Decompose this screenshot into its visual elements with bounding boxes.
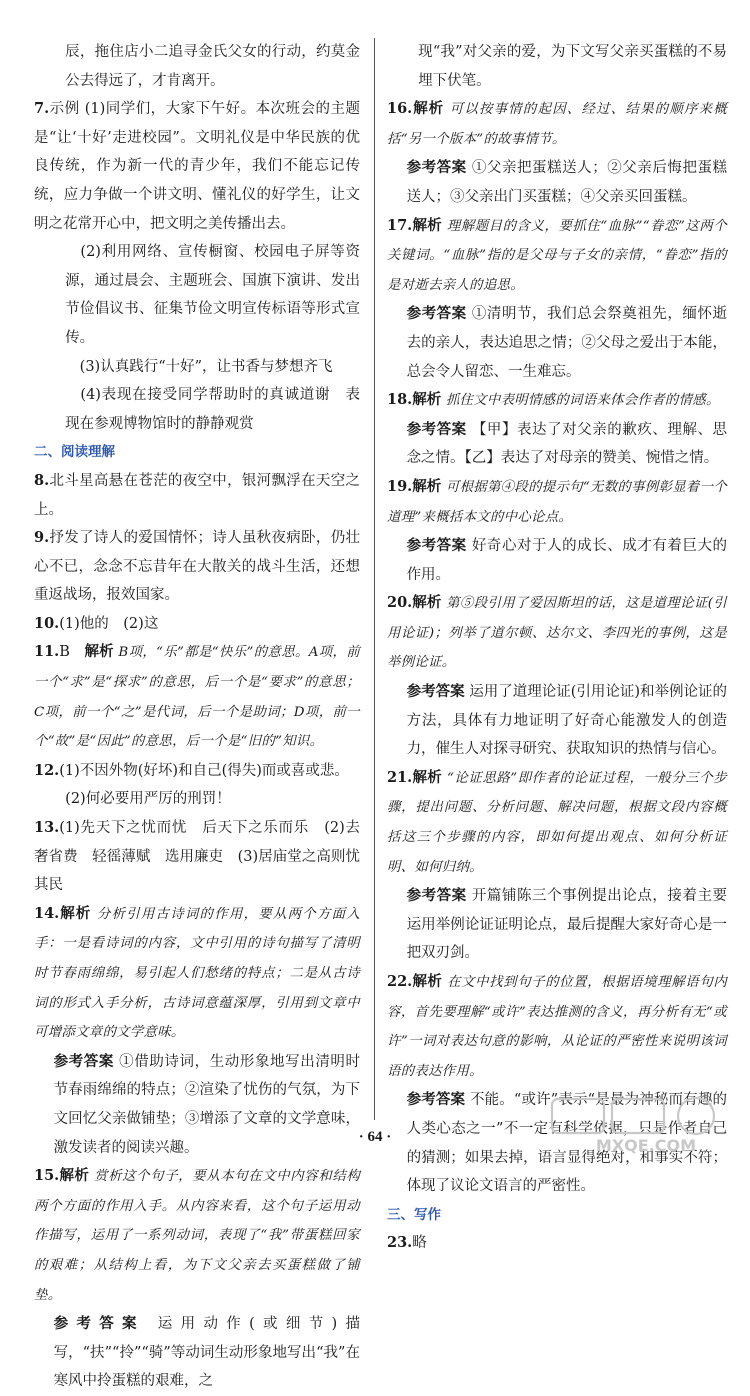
text-paragraph — [387, 95, 727, 154]
answer-text: (3)认真践行“十好”，让书香与梦想齐飞 — [65, 358, 333, 375]
column-divider — [374, 38, 375, 1120]
answer-text: 现“我”对父亲的爱，为下文写父亲买蛋糕的不易埋下伏笔。 — [418, 44, 727, 89]
answer-label: 解析 — [412, 594, 442, 612]
answer-text: 辰，拖住店小二追寻金氏父女的行动，约莫金公去得远了，才肯离开。 — [65, 44, 360, 89]
text-paragraph — [387, 473, 727, 532]
page-number: · 64 · — [358, 1129, 392, 1145]
answer-label: 解析 — [59, 1167, 90, 1185]
question-number: 21. — [387, 768, 413, 786]
answer-label: 解析 — [412, 477, 442, 495]
text-paragraph — [387, 589, 727, 678]
question-number: 15. — [34, 1167, 60, 1185]
answer-label: 解析 — [59, 904, 92, 922]
analysis-text: 第⑤段引用了爱因斯坦的话，这是道理论证(引用论证)；列举了道尔顿、达尔文、李四光的事例，这是举例论证。 — [387, 596, 728, 671]
answer-label: 解析 — [412, 973, 443, 990]
question-number: 18. — [387, 391, 413, 409]
watermark-logo — [546, 1095, 746, 1157]
question-number: 11. — [34, 643, 60, 661]
text-paragraph — [34, 1310, 360, 1396]
question-number: 12. — [34, 761, 60, 779]
answer-label: 解析 — [412, 391, 442, 409]
text-paragraph — [34, 524, 360, 610]
question-number: 19. — [387, 477, 413, 495]
answer-text: ①借助诗词，生动形象地写出清明时节春雨绵绵的特点；②渲染了忧伤的气氛，为下文回忆父亲做铺垫；③增添了文章的文学意味，激发读者的阅读兴趣。 — [53, 1053, 361, 1156]
answer-text: 示例 (1)同学们，大家下午好。本次班会的主题是“让‘十好’走进校园”。文明礼仪是中华民族的优良传统，作为新一代的青少年，我们不能忘记传统，应力争做一个讲文明、懂礼仪的好学生，让文明之花常开心中，把文明之美传播出去。 — [34, 101, 360, 232]
answer-text: 开篇铺陈三个事例提出论点，接着主要运用举例论证证明论点，最后提醒大家好奇心是一把双刃剑。 — [406, 888, 728, 962]
answer-label: 参考答案 — [406, 887, 467, 905]
question-number: 13. — [34, 819, 60, 837]
text-paragraph — [34, 757, 360, 786]
answer-label: 解析 — [412, 100, 445, 118]
answer-label: 解析 — [412, 768, 443, 786]
analysis-text: B项，“乐”都是“快乐”的意思。A项，前一个“求”是“探求”的意思，后一个是“要求”的意思；C项，前一个“之”是代词，后一个是助词；D项，前一个“故”是“因此”的意思，后一个是“旧的”知识。 — [34, 645, 361, 750]
answer-label: 参考答案 — [53, 1315, 145, 1333]
text-paragraph — [387, 212, 727, 301]
text-paragraph — [387, 882, 727, 968]
question-number: 20. — [387, 594, 413, 612]
text-paragraph — [387, 154, 727, 211]
answer-label: 解析 — [412, 216, 443, 234]
answer-label: 参考答案 — [53, 1052, 114, 1070]
answer-text: 好奇心对于人的成长、成才有着巨大的作用。 — [406, 538, 728, 583]
question-number: 22. — [387, 973, 413, 990]
question-number: 7. — [34, 100, 50, 118]
answer-text: (1)他的 (2)这 — [59, 615, 159, 632]
watermark-url: MXQE.COM — [595, 1136, 697, 1155]
text-paragraph — [34, 95, 360, 238]
answer-label: 参考答案 — [406, 1091, 466, 1109]
answer-text: (2)何必要用严厉的刑罚！ — [65, 791, 231, 808]
text-paragraph — [387, 678, 727, 764]
answer-text: (1)先天下之忧而忧 后天下之乐而乐 (2)去奢省费 轻徭薄赋 选用廉吏 (3)居庙堂之高则忧其民 — [34, 820, 360, 894]
text-paragraph — [387, 38, 727, 95]
answer-label: 参考答案 — [406, 159, 467, 177]
question-number: 10. — [34, 614, 60, 632]
analysis-text: 分析引用古诗词的作用，要从两个方面入手：一是看诗词的内容，文中引用的诗句描写了清明时节春雨绵绵，易引起人们愁绪的特点；二是从古诗词的形式入手分析，古诗词意蕴深厚，引用到文章中可增添文章的文学意味。 — [34, 906, 361, 1041]
right-column — [387, 38, 727, 1258]
text-paragraph — [34, 353, 360, 382]
text-paragraph — [34, 814, 360, 900]
analysis-text: 赏析这个句子，要从本句在文中内容和结构两个方面的作用入手。从内容来看，这个句子运用动作描写，运用了一系列动词，表现了“我”带蛋糕回家的艰难；从结构上看，为下文父亲去买蛋糕做了铺垫。 — [34, 1169, 361, 1303]
text-paragraph — [34, 1162, 360, 1310]
answer-text: 不能。“或许”表示“是最为神秘而有趣的人类心态之一”不一定有科学依据，只是作者自己的猜测；如果去掉，语言显得绝对，和事实不符；体现了议论文语言的严密性。 — [406, 1092, 727, 1195]
answer-text: (4)表现在接受同学帮助时的真诚道谢 表现在参观博物馆时的静静观赏 — [65, 387, 360, 432]
question-number: 14. — [34, 904, 60, 922]
answer-label: 参考答案 — [406, 537, 467, 555]
answer-text: (2)利用网络、宣传橱窗、校园电子屏等资源，通过晨会、主题班会、国旗下演讲、发出节俭倡议书、征集节俭文明宣传标语等形式宣传。 — [65, 244, 360, 346]
answer-label: 解析 — [84, 643, 114, 661]
answer-text: ①清明节，我们总会祭奠祖先，缅怀逝去的亲人，表达追思之情；②父母之爱出于本能，总会令人留恋、一生难忘。 — [406, 306, 728, 380]
analysis-text: 可以按事情的起因、经过、结果的顺序来概括“另一个版本”的故事情节。 — [387, 102, 728, 147]
text-paragraph — [34, 900, 360, 1048]
question-number: 23. — [387, 1234, 413, 1252]
text-paragraph — [34, 785, 360, 814]
text-paragraph — [34, 467, 360, 524]
text-paragraph — [387, 532, 727, 589]
answer-label: 参考答案 — [406, 683, 465, 701]
answer-label: 参考答案 — [406, 420, 467, 438]
answer-text: (1)不因外物(好坏)和自己(得失)而或喜或悲。 — [59, 762, 349, 779]
text-paragraph — [387, 416, 727, 473]
text-paragraph — [34, 381, 360, 438]
answer-text: B — [59, 644, 85, 661]
analysis-text: “论证思路”即作者的论证过程，一般分三个步骤，提出问题、分析问题、解决问题，根据文段内容概括这三个步骤的内容，即如何提出观点、如何分析证明、如何归纳。 — [387, 770, 727, 875]
question-number: 8. — [34, 471, 50, 489]
text-paragraph — [387, 968, 727, 1086]
text-paragraph — [387, 300, 727, 386]
answer-text: 北斗星高悬在苍茫的夜空中，银河飘浮在天空之上。 — [34, 472, 360, 518]
text-paragraph — [34, 610, 360, 639]
question-number: 16. — [387, 100, 413, 118]
section-heading: 三、写作 — [387, 1206, 441, 1223]
question-number: 9. — [34, 529, 50, 547]
analysis-text: 理解题目的含义，要抓住“血脉”“眷恋”这两个关键词。“血脉”指的是父母与子女的亲情，“眷恋”指的是对逝去亲人的追思。 — [387, 218, 728, 293]
answer-label: 参考答案 — [406, 305, 467, 323]
analysis-text: 抓住文中表明情感的词语来体会作者的情感。 — [445, 393, 720, 409]
answer-text: 运用了道理论证(引用论证)和举例论证的方法，具体有力地证明了好奇心能激发人的创造力，催生人对探寻研究、获取知识的热情与信心。 — [406, 684, 728, 758]
answer-text: 运用动作(或细节)描写，“扶”“拎”“骑”等动词生动形象地写出“我”在寒风中拎蛋糕的艰难，之 — [53, 1316, 361, 1390]
analysis-text: 可根据第④段的提示句“无数的事例彰显着一个道理”来概括本文的中心论点。 — [387, 479, 728, 525]
answer-text: 略 — [412, 1235, 427, 1252]
answer-text: ①父亲把蛋糕送人；②父亲后悔把蛋糕送人；③父亲出门买蛋糕；④父亲买回蛋糕。 — [406, 160, 728, 205]
text-paragraph — [387, 386, 727, 416]
left-column — [34, 38, 360, 1396]
text-paragraph — [34, 638, 360, 756]
text-paragraph — [34, 38, 360, 95]
answer-text: 【甲】表达了对父亲的歉疚、理解、思念之情。【乙】表达了对母亲的赞美、惋惜之情。 — [406, 421, 728, 467]
section-heading: 二、阅读理解 — [34, 444, 115, 461]
question-number: 17. — [387, 216, 413, 234]
analysis-text: 在文中找到句子的位置，根据语境理解语句内容，首先要理解“或许”表达推测的含义，再分析有无“或许”一词对表达句意的影响，从论证的严密性来说明该词语的表达作用。 — [387, 975, 728, 1079]
answer-text: 抒发了诗人的爱国情怀；诗人虽秋夜病卧，仍壮心不已，念念不忘昔年在大散关的战斗生活，还想重返战场，报效国家。 — [34, 530, 360, 604]
text-paragraph — [34, 238, 360, 352]
text-paragraph — [387, 764, 727, 882]
text-paragraph — [387, 1229, 727, 1258]
